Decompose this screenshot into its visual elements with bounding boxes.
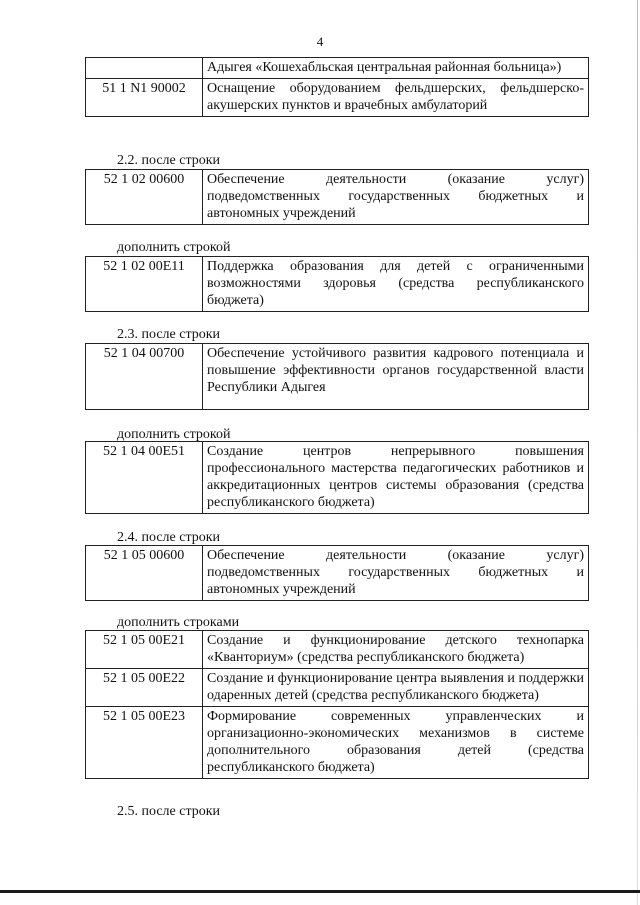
table-row — [86, 170, 589, 225]
row-text: Адыгея «Кошехабльская центральная районная больница») — [203, 58, 589, 79]
table-row — [86, 442, 589, 514]
row-code: 52 1 04 00E51 — [86, 442, 203, 514]
table-row — [86, 79, 589, 117]
row-text: Оснащение оборудованием фельдшерских, фельдшерско-акушерских пунктов и врачебных амбулаторий — [203, 79, 589, 117]
row-code: 52 1 05 00600 — [86, 546, 203, 601]
add-heading-2-2: дополнить строкой — [117, 240, 231, 255]
section-heading-2-4: 2.4. после строки — [117, 530, 221, 545]
table-after-2-2 — [85, 169, 589, 225]
add-heading-2-3: дополнить строкой — [117, 427, 231, 442]
table-added-2-3 — [85, 441, 589, 514]
row-text: Обеспечение деятельности (оказание услуг) подведомственных государственных бюджетных и автономных учреждений — [203, 546, 589, 601]
table-row — [86, 707, 589, 779]
table-top — [85, 57, 589, 117]
row-code: 51 1 N1 90002 — [86, 79, 203, 117]
section-heading-2-5: 2.5. после строки — [117, 804, 221, 819]
row-code: 52 1 05 00E21 — [86, 631, 203, 669]
table-row — [86, 58, 589, 79]
add-heading-2-4: дополнить строками — [117, 615, 240, 630]
page-number: 4 — [316, 34, 324, 49]
row-text: Формирование современных управленческих и организационно-экономических механизмов в системе дополнительного образования детей (средства республиканского бюджета) — [203, 707, 589, 779]
row-code: 52 1 02 00E11 — [86, 257, 203, 312]
row-text: Создание и функционирование центра выявления и поддержки одаренных детей (средства республиканского бюджета) — [203, 669, 589, 707]
scan-edge — [637, 0, 638, 905]
scan-bottom-bar — [0, 890, 640, 893]
table-added-2-2 — [85, 256, 589, 312]
row-code: 52 1 02 00600 — [86, 170, 203, 225]
table-row — [86, 257, 589, 312]
row-code — [86, 58, 203, 79]
table-row — [86, 344, 589, 410]
row-text: Обеспечение устойчивого развития кадрового потенциала и повышение эффективности органов государственной власти Республики Адыгея — [203, 344, 589, 410]
table-added-2-4 — [85, 630, 589, 779]
table-row — [86, 669, 589, 707]
table-after-2-3 — [85, 343, 589, 410]
section-heading-2-2: 2.2. после строки — [117, 153, 221, 168]
row-code: 52 1 05 00E22 — [86, 669, 203, 707]
row-text: Создание центров непрерывного повышения профессионального мастерства педагогических работников и аккредитационных центров системы образования (средства республиканского бюджета) — [203, 442, 589, 514]
row-code: 52 1 04 00700 — [86, 344, 203, 410]
table-after-2-4 — [85, 545, 589, 601]
table-row — [86, 631, 589, 669]
row-text: Создание и функционирование детского технопарка «Кванториум» (средства республиканского бюджета) — [203, 631, 589, 669]
row-code: 52 1 05 00E23 — [86, 707, 203, 779]
section-heading-2-3: 2.3. после строки — [117, 327, 221, 342]
row-text: Обеспечение деятельности (оказание услуг) подведомственных государственных бюджетных и автономных учреждений — [203, 170, 589, 225]
table-row — [86, 546, 589, 601]
row-text: Поддержка образования для детей с ограниченными возможностями здоровья (средства республиканского бюджета) — [203, 257, 589, 312]
